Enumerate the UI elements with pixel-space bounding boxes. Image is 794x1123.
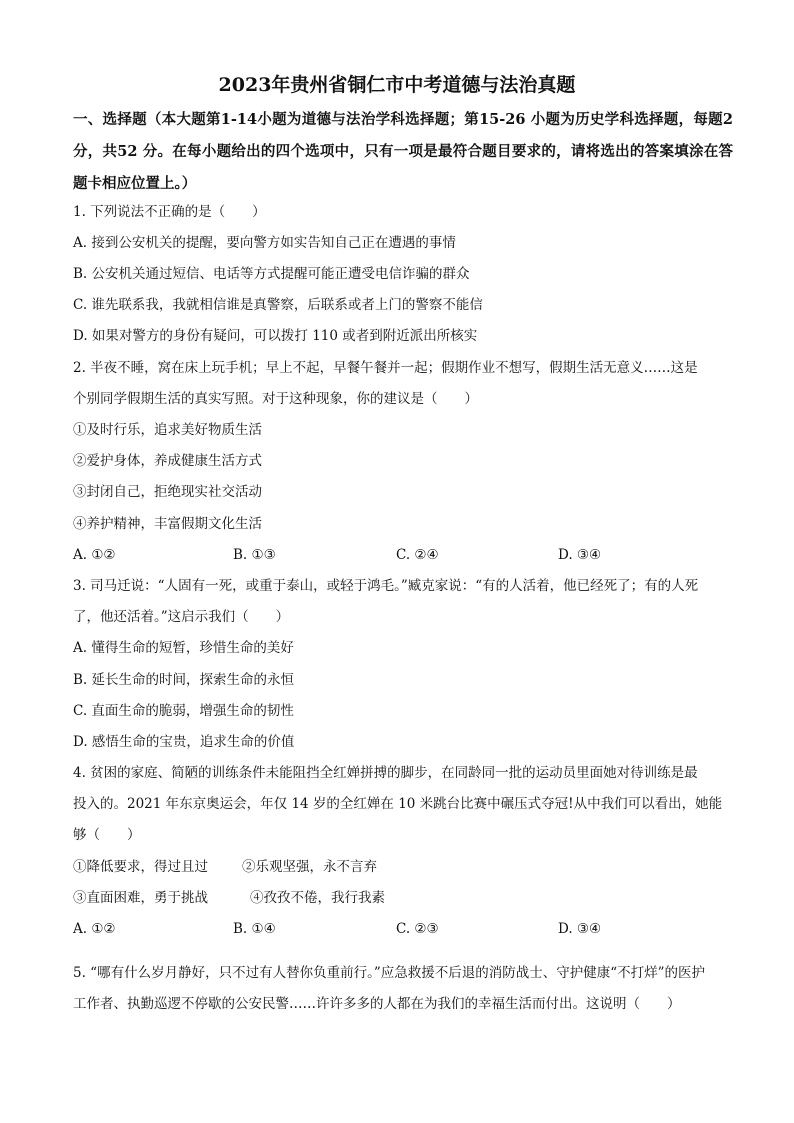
question-3-option-d: D. 感悟生命的宝贵，追求生命的价值 [73, 734, 295, 750]
question-2-item-3: ③封闭自己，拒绝现实社交活动 [73, 484, 262, 500]
question-4-item-2: ②乐观坚强，永不言弃 [242, 859, 377, 875]
question-2-stem-line-2: 个别同学假期生活的真实写照。对于这种现象，你的建议是（ ） [73, 391, 478, 407]
question-3-stem-line-2: 了，他还活着。”这启示我们（ ） [73, 609, 290, 625]
question-5-stem-line-2: 工作者、执勤巡逻不停歇的公安民警……许许多多的人都在为我们的幸福生活而付出。这说明（ ） [73, 996, 681, 1012]
question-4-item-1: ①降低要求，得过且过 [73, 859, 208, 875]
question-2-item-1: ①及时行乐，追求美好物质生活 [73, 422, 262, 438]
question-2-choice-d: D. ③④ [558, 547, 602, 563]
question-2-choice-c: C. ②④ [396, 547, 439, 563]
question-4-choice-c: C. ②③ [396, 921, 439, 937]
question-2-stem-line-1: 2. 半夜不睡，窝在床上玩手机；早上不起，早餐午餐并一起；假期作业不想写，假期生活无意义……这是 [73, 360, 698, 376]
question-2-item-2: ②爱护身体，养成健康生活方式 [73, 453, 262, 469]
question-4-item-3: ③直面困难，勇于挑战 [73, 890, 208, 906]
question-3-option-b: B. 延长生命的时间，探索生命的永恒 [73, 672, 295, 688]
question-4-item-4: ④孜孜不倦，我行我素 [250, 890, 385, 906]
question-1-option-b: B. 公安机关通过短信、电话等方式提醒可能正遭受电信诈骗的群众 [73, 266, 470, 282]
page-title: 2023年贵州省铜仁市中考道德与法治真题 [218, 74, 576, 96]
question-1-option-c: C. 谁先联系我，我就相信谁是真警察，后联系或者上门的警察不能信 [73, 297, 483, 313]
question-2-choice-b: B. ①③ [233, 547, 276, 563]
question-1-stem: 1. 下列说法不正确的是（ ） [73, 204, 266, 220]
question-4-stem-line-3: 够（ ） [73, 827, 141, 843]
question-3-stem-line-1: 3. 司马迁说：“人固有一死，或重于泰山，或轻于鸿毛。”臧克家说：“有的人活着，他已经死了；有的人死 [73, 578, 699, 594]
question-2-item-4: ④养护精神，丰富假期文化生活 [73, 516, 262, 532]
question-4-choice-a: A. ①② [73, 921, 116, 937]
question-4-stem-line-2: 投入的。2021 年东京奥运会，年仅 14 岁的全红婵在 10 米跳台比赛中碾压式夺冠!从中我们可以看出，她能 [73, 796, 723, 812]
question-5-stem-line-1: 5. “哪有什么岁月静好，只不过有人替你负重前行。”应急救援不后退的消防战士、守护健康“不打烊”的医护 [73, 965, 706, 981]
section-header: 一、选择题（本大题第1-14小题为道德与法治学科选择题；第15-26 小题为历史学科选择题，每题2 分，共52 分。在每小题给出的四个选项中，只有一项是最符合题目要求的，请将选出的答案填涂在答题卡相应位置上。） [73, 111, 733, 192]
question-2-choice-a: A. ①② [73, 547, 116, 563]
question-4-choice-b: B. ①④ [233, 921, 276, 937]
question-4-choice-d: D. ③④ [558, 921, 602, 937]
question-1-option-d: D. 如果对警方的身份有疑问，可以拨打 110 或者到附近派出所核实 [73, 328, 478, 344]
question-3-option-a: A. 懂得生命的短暂，珍惜生命的美好 [73, 640, 294, 656]
question-3-option-c: C. 直面生命的脆弱，增强生命的韧性 [73, 703, 294, 719]
question-4-stem-line-1: 4. 贫困的家庭、简陋的训练条件未能阻挡全红婵拼搏的脚步，在同龄同一批的运动员里面她对待训练是最 [73, 765, 698, 781]
question-1-option-a: A. 接到公安机关的提醒，要向警方如实告知自己正在遭遇的事情 [73, 235, 456, 251]
